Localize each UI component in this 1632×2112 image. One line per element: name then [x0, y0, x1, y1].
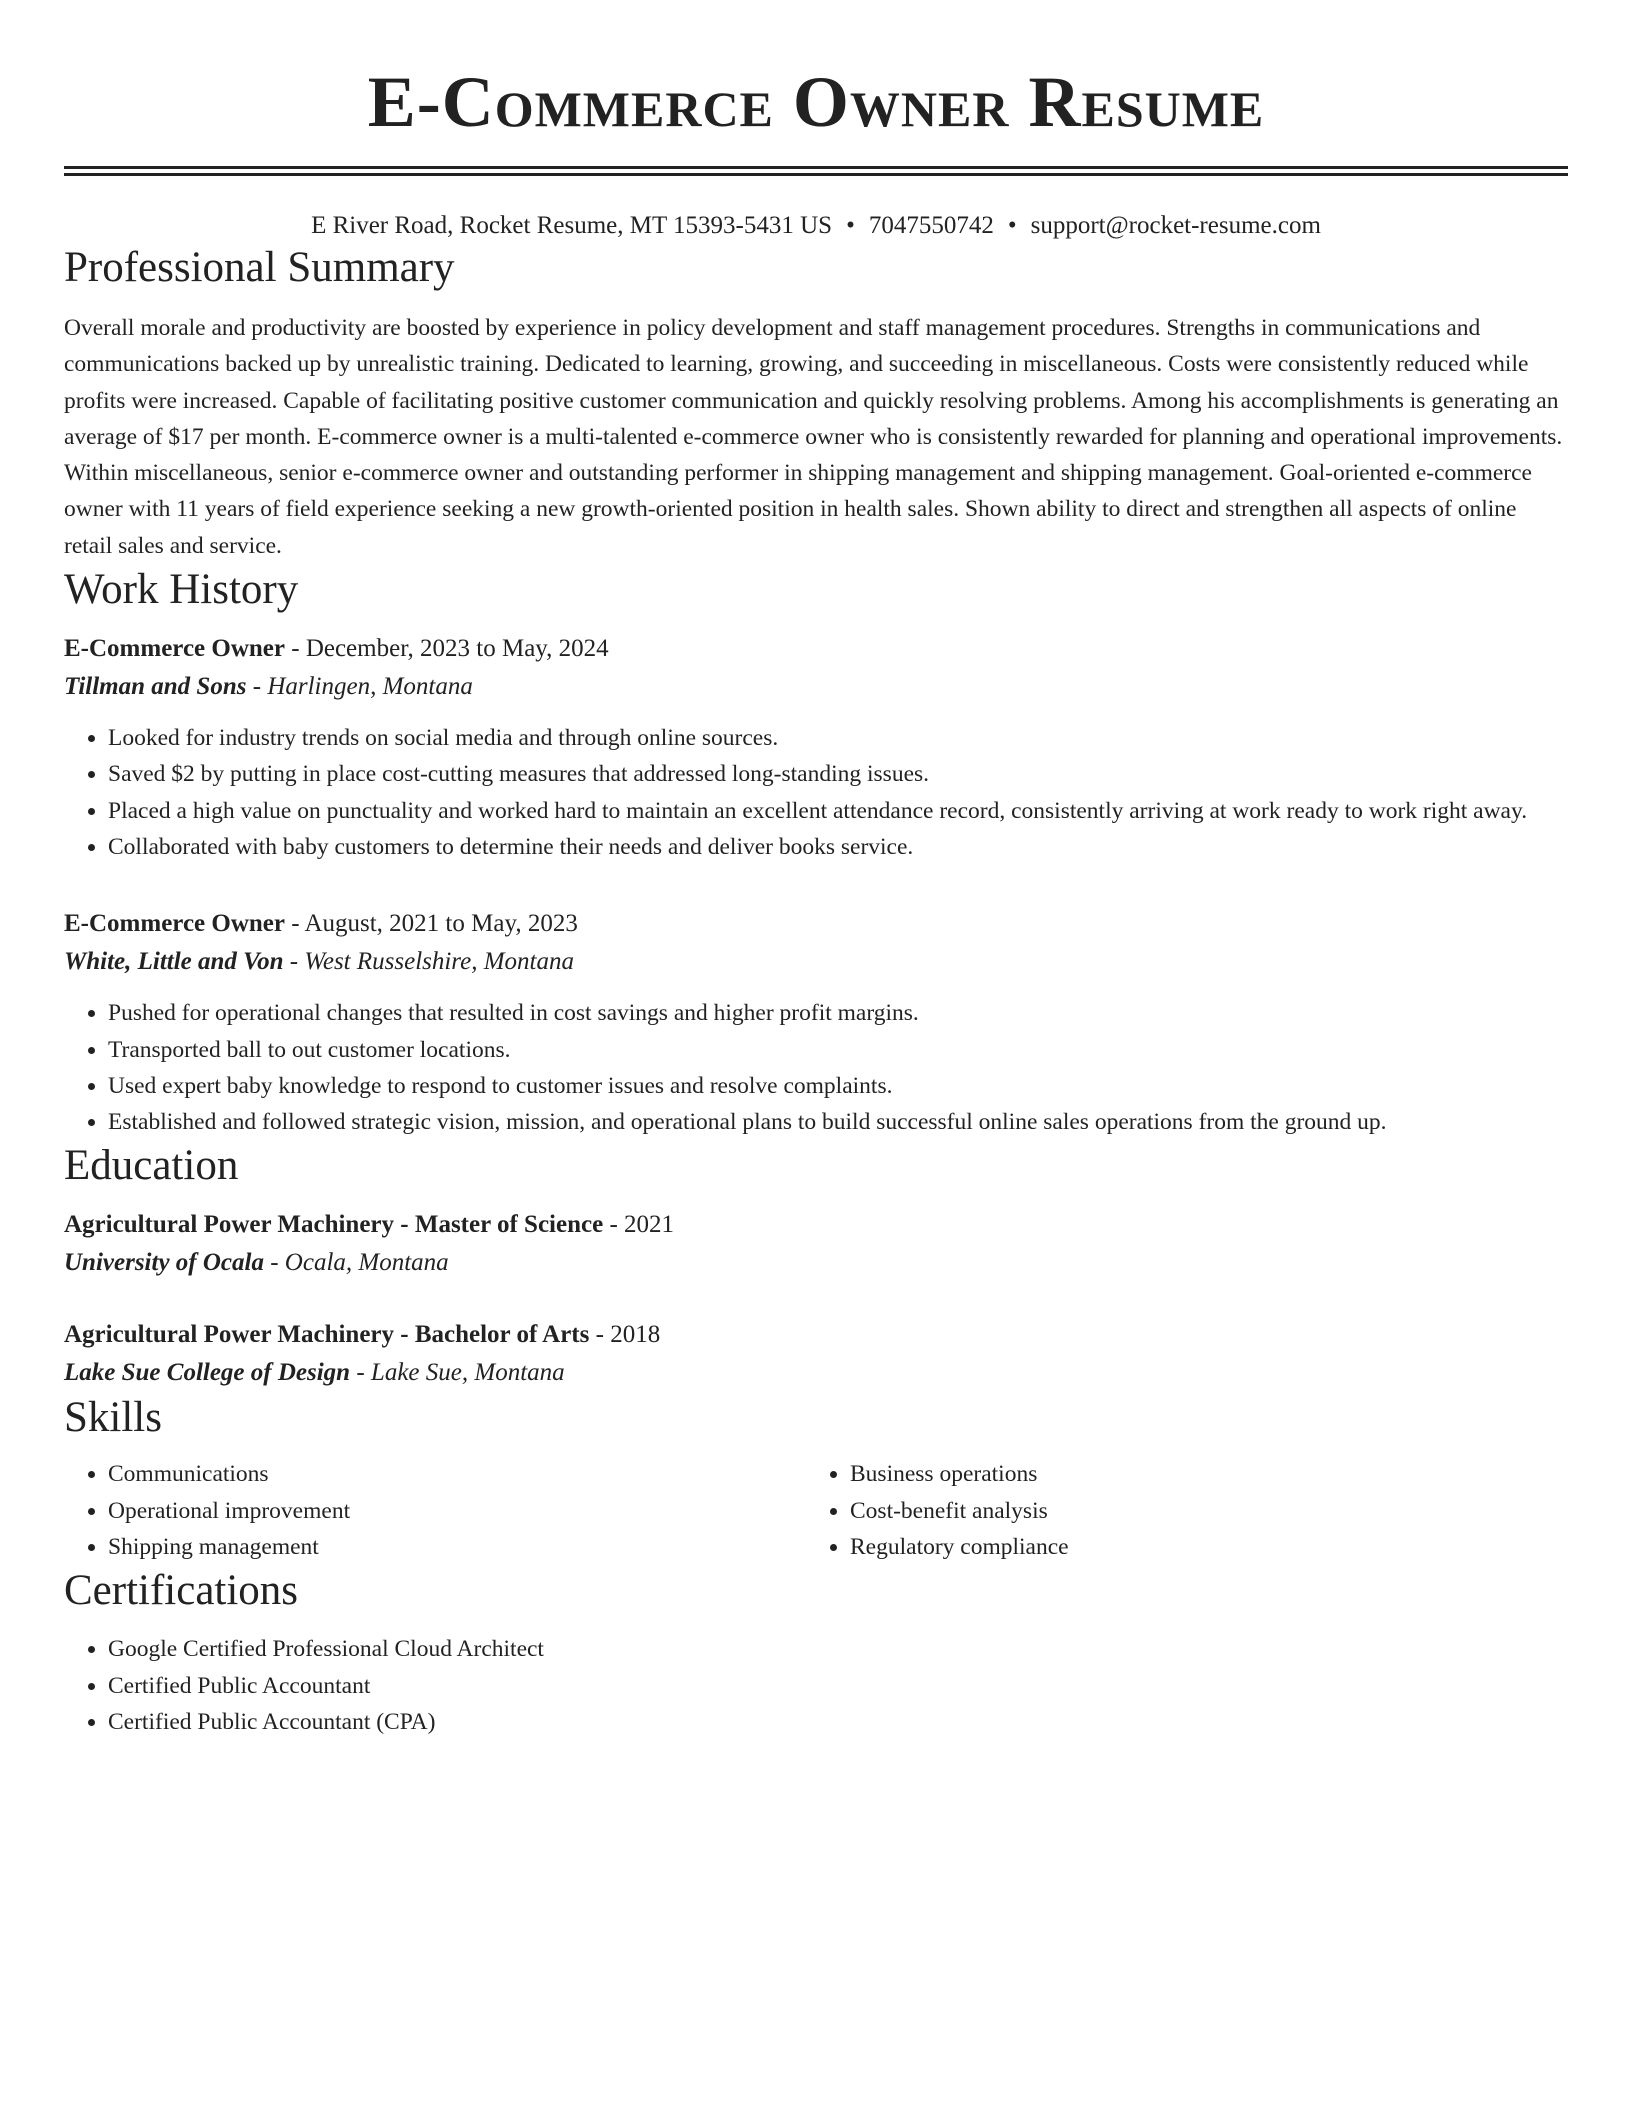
education-heading: Education: [64, 1142, 239, 1190]
contact-separator: •: [1007, 212, 1017, 239]
job-company: Tillman and Sons: [64, 673, 247, 701]
job-dates: December, 2023 to May, 2024: [305, 635, 609, 663]
job-title: E-Commerce Owner: [64, 910, 285, 938]
certifications-list: [64, 1631, 1568, 1740]
job-bullet: • Placed a high value on punctuality and worked hard to maintain an excellent attendance record, consistently arriving at work ready to work right away.: [108, 793, 1568, 829]
dash: -: [589, 1321, 611, 1349]
contact-email: support@rocket-resume.com: [1030, 212, 1321, 239]
job-entry: [64, 630, 1568, 865]
job-bullet: • Used expert baby knowledge to respond to customer issues and resolve complaints.: [108, 1068, 1568, 1104]
contact-phone: 7047550742: [868, 212, 994, 239]
job-company-line: [64, 943, 1568, 981]
dash: -: [284, 635, 306, 663]
job-company-line: [64, 668, 1568, 706]
skill-item: • Operational improvement: [108, 1493, 806, 1529]
education-entry: [64, 1206, 1568, 1282]
degree-line: [64, 1316, 1568, 1354]
job-entry: [64, 905, 1568, 1140]
job-location: Harlingen, Montana: [267, 673, 473, 701]
skills-list: [806, 1456, 1548, 1565]
summary-heading: Professional Summary: [64, 244, 455, 291]
dash: -: [246, 673, 268, 701]
school-line: [64, 1244, 1568, 1282]
job-bullet: • Looked for industry trends on social media and through online sources.: [108, 720, 1568, 756]
school-location: Ocala, Montana: [284, 1249, 449, 1277]
job-bullets: [64, 995, 1568, 1140]
job-bullet: • Transported ball to out customer locations.: [108, 1032, 1568, 1068]
summary-text: Overall morale and productivity are boosted by experience in policy development and staff management procedures. Strengths in communications and communications backed up by unrealistic training. Dedicated to learning, growing, and succeeding in miscellaneous. Costs were consistently reduced while profits were increased. Capable of facilitating positive customer communication and quickly resolving problems. Among his accomplishments is generating an average of $17 per month. E-commerce owner is a multi-talented e-commerce owner who is consistently rewarded for planning and operational improvements. Within miscellaneous, senior e-commerce owner and outstanding performer in shipping management and shipping management. Goal-oriented e-commerce owner with 11 years of field experience seeking a new growth-oriented position in health sales. Shown ability to direct and strengthen all aspects of online retail sales and service.: [64, 315, 1563, 559]
work-history-heading: Work History: [64, 566, 299, 614]
job-bullet: • Collaborated with baby customers to determine their needs and deliver books service.: [108, 829, 1568, 865]
certification-item: • Google Certified Professional Cloud Architect: [108, 1631, 1568, 1667]
school: University of Ocala: [64, 1249, 264, 1277]
contact-separator: •: [846, 212, 855, 239]
job-bullet: • Saved $2 by putting in place cost-cutting measures that addressed long-standing issues.: [108, 756, 1568, 792]
degree: Agricultural Power Machinery - Master of Science: [64, 1211, 604, 1239]
skills-list: [64, 1456, 806, 1565]
job-title-line: [64, 905, 1568, 943]
title-double-rule: [64, 166, 1568, 176]
graduation-year: 2018: [610, 1321, 661, 1349]
job-location: West Russelshire, Montana: [304, 948, 574, 976]
certifications-heading: Certifications: [64, 1567, 299, 1615]
job-company: White, Little and Von: [64, 948, 284, 976]
dash: -: [603, 1211, 625, 1239]
job-dates: August, 2021 to May, 2023: [304, 910, 578, 938]
contact-line: [64, 210, 1568, 242]
skill-item: • Shipping management: [108, 1529, 806, 1565]
skill-item: • Regulatory compliance: [850, 1529, 1548, 1565]
certification-item: • Certified Public Accountant: [108, 1668, 1568, 1704]
certification-item: • Certified Public Accountant (CPA): [108, 1704, 1568, 1740]
education-entry: [64, 1316, 1568, 1392]
degree-line: [64, 1206, 1568, 1244]
skill-item: • Cost-benefit analysis: [850, 1493, 1548, 1529]
resume-title: E-Commerce Owner Resume: [367, 62, 1265, 142]
dash: -: [350, 1359, 371, 1387]
job-bullet: • Established and followed strategic vision, mission, and operational plans to build successful online sales operations from the ground up.: [108, 1104, 1568, 1140]
skills-column-right: [806, 1456, 1548, 1565]
school-location: Lake Sue, Montana: [370, 1359, 565, 1387]
school: Lake Sue College of Design: [64, 1359, 351, 1387]
job-bullets: [64, 720, 1568, 865]
skills-grid: [64, 1456, 1568, 1565]
degree: Agricultural Power Machinery - Bachelor of Arts: [64, 1321, 590, 1349]
graduation-year: 2021: [624, 1211, 675, 1239]
job-bullet: • Pushed for operational changes that resulted in cost savings and higher profit margins.: [108, 995, 1568, 1031]
school-line: [64, 1354, 1568, 1392]
skills-column-left: [64, 1456, 806, 1565]
dash: -: [263, 1249, 285, 1277]
dash: -: [283, 948, 305, 976]
skills-heading: Skills: [64, 1394, 162, 1442]
contact-address: E River Road, Rocket Resume, MT 15393-5431 US: [311, 212, 833, 239]
job-title-line: [64, 630, 1568, 668]
skill-item: • Communications: [108, 1456, 806, 1492]
skill-item: • Business operations: [850, 1456, 1548, 1492]
dash: -: [284, 910, 305, 938]
job-title: E-Commerce Owner: [64, 635, 285, 663]
